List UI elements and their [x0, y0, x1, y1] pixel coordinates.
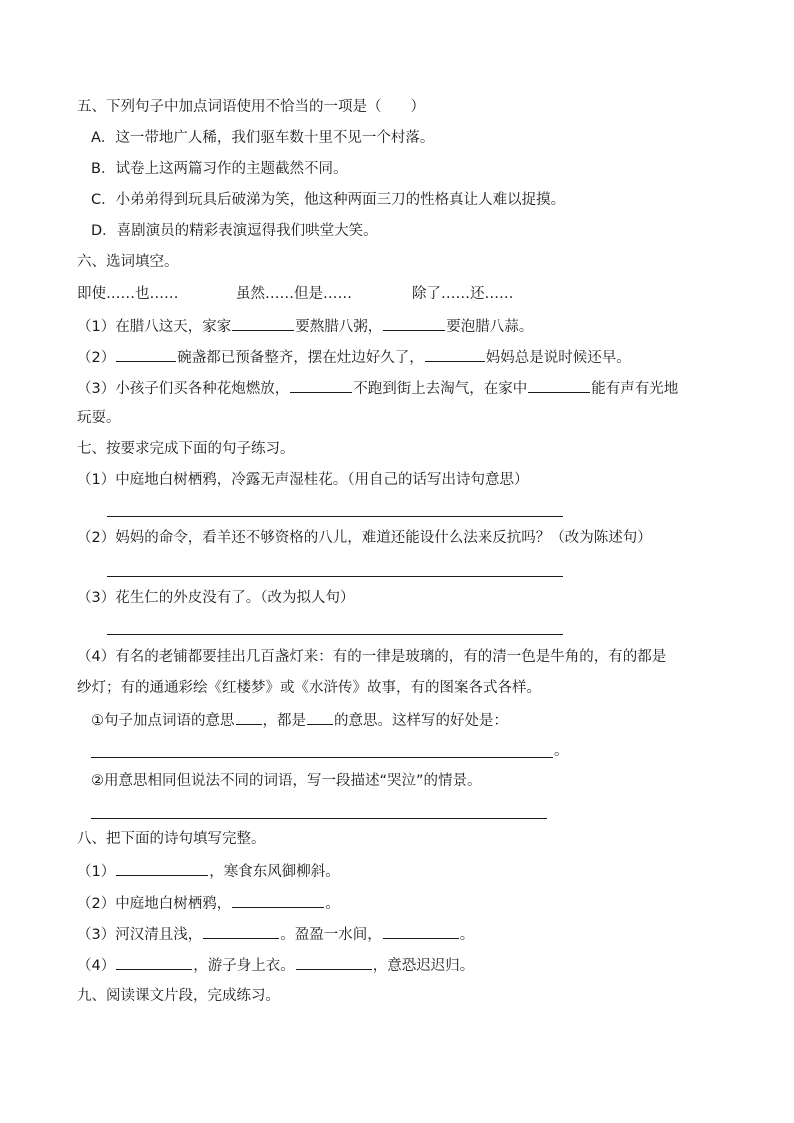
fill-question-2	[77, 346, 631, 368]
question-text: 要泡腊八蒜。	[446, 319, 534, 335]
poem-question-4	[77, 954, 474, 976]
question-text: （3）河汉清且浅，	[77, 927, 203, 943]
answer-blank[interactable]	[425, 346, 485, 362]
sentence-question-4-cont: 纱灯；有的通通彩绘《红楼梦》或《水浒传》故事，有的图案各式各样。	[77, 680, 541, 696]
answer-blank[interactable]	[528, 377, 590, 393]
fill-question-1	[77, 315, 533, 337]
answer-blank[interactable]	[232, 315, 294, 331]
answer-blank[interactable]	[307, 709, 333, 725]
choice-c: C．小弟弟得到玩具后破涕为笑，他这种两面三刀的性格真让人难以捉摸。	[91, 192, 566, 208]
answer-blank[interactable]	[203, 923, 279, 939]
question-text: （2）中庭地白树栖鸦，	[77, 896, 232, 912]
answer-blank[interactable]	[232, 892, 324, 908]
choice-b: B．试卷上这两篇习作的主题截然不同。	[91, 161, 348, 177]
choice-d: D．喜剧演员的精彩表演逗得我们哄堂大笑。	[91, 223, 378, 239]
fill-question-3-cont: 玩耍。	[77, 410, 121, 426]
question-text: ，都是	[262, 713, 306, 729]
question-text: 不跑到街上去淘气，在家中	[353, 381, 528, 397]
section-8-title: 八、把下面的诗句填写完整。	[77, 831, 266, 847]
sentence-question-4: （4）有名的老铺都要挂出几百盏灯来：有的一律是玻璃的，有的清一色是牛角的，有的都是	[77, 649, 667, 665]
poem-question-2	[77, 892, 340, 914]
question-text: ①句子加点词语的意思	[91, 713, 235, 729]
question-text: 要熬腊八粥，	[295, 319, 383, 335]
question-text: （1）	[77, 864, 116, 880]
answer-line[interactable]	[91, 757, 553, 758]
question-text: （2）	[77, 350, 116, 366]
section-6-title: 六、选词填空。	[77, 254, 179, 270]
question-text: 妈妈总是说时候还早。	[485, 350, 631, 366]
question-text: ，游子身上衣。	[193, 958, 295, 974]
answer-blank[interactable]	[383, 923, 459, 939]
question-text: 碗盏都已预备整齐，摆在灶边好久了，	[177, 350, 424, 366]
answer-blank[interactable]	[383, 315, 445, 331]
question-text: ，意恐迟迟归。	[372, 958, 475, 974]
poem-question-1	[77, 860, 340, 882]
question-text: （3）小孩子们买各种花炮燃放，	[77, 381, 290, 397]
word-option-3: 除了……还……	[412, 286, 514, 302]
question-text: （1）在腊八这天，家家	[77, 319, 232, 335]
section-5-title: 五、下列句子中加点词语使用不恰当的一项是（ ）	[77, 99, 425, 115]
poem-question-3	[77, 923, 474, 945]
section-9-title: 九、阅读课文片段，完成练习。	[77, 988, 280, 1004]
sentence-question-3: （3）花生仁的外皮没有了。（改为拟人句）	[77, 590, 355, 606]
question-text: 能有声有光地	[591, 381, 679, 397]
answer-line[interactable]	[107, 634, 563, 635]
answer-blank[interactable]	[116, 954, 192, 970]
question-text: （4）	[77, 958, 116, 974]
answer-line[interactable]	[91, 818, 547, 819]
answer-blank[interactable]	[296, 954, 372, 970]
answer-blank[interactable]	[116, 860, 208, 876]
question-text: 的意思。这样写的好处是：	[334, 713, 508, 729]
question-text: 。盈盈一水间，	[280, 927, 382, 943]
answer-blank[interactable]	[290, 377, 352, 393]
sentence-question-2: （2）妈妈的命令，看羊还不够资格的八儿，难道还能设什么法来反抗吗？（改为陈述句）	[77, 530, 652, 546]
period-mark: 。	[554, 743, 569, 759]
question-text: ，寒食东风御柳斜。	[209, 864, 340, 880]
fill-question-3	[77, 377, 678, 399]
answer-blank[interactable]	[236, 709, 262, 725]
word-option-1: 即使……也……	[77, 286, 179, 302]
question-text: 。	[459, 927, 475, 943]
section-7-title: 七、按要求完成下面的句子练习。	[77, 441, 295, 457]
sub-question-2: ②用意思相同但说法不同的词语，写一段描述“哭泣”的情景。	[91, 773, 482, 789]
answer-line[interactable]	[107, 576, 563, 577]
answer-blank[interactable]	[116, 346, 176, 362]
word-option-2: 虽然……但是……	[236, 286, 352, 302]
sentence-question-1: （1）中庭地白树栖鸦，冷露无声湿桂花。（用自己的话写出诗句意思）	[77, 472, 529, 488]
sub-question-1	[91, 709, 508, 731]
choice-a: A．这一带地广人稀，我们驱车数十里不见一个村落。	[91, 130, 435, 146]
question-text: 。	[325, 896, 340, 912]
answer-line[interactable]	[107, 516, 563, 517]
